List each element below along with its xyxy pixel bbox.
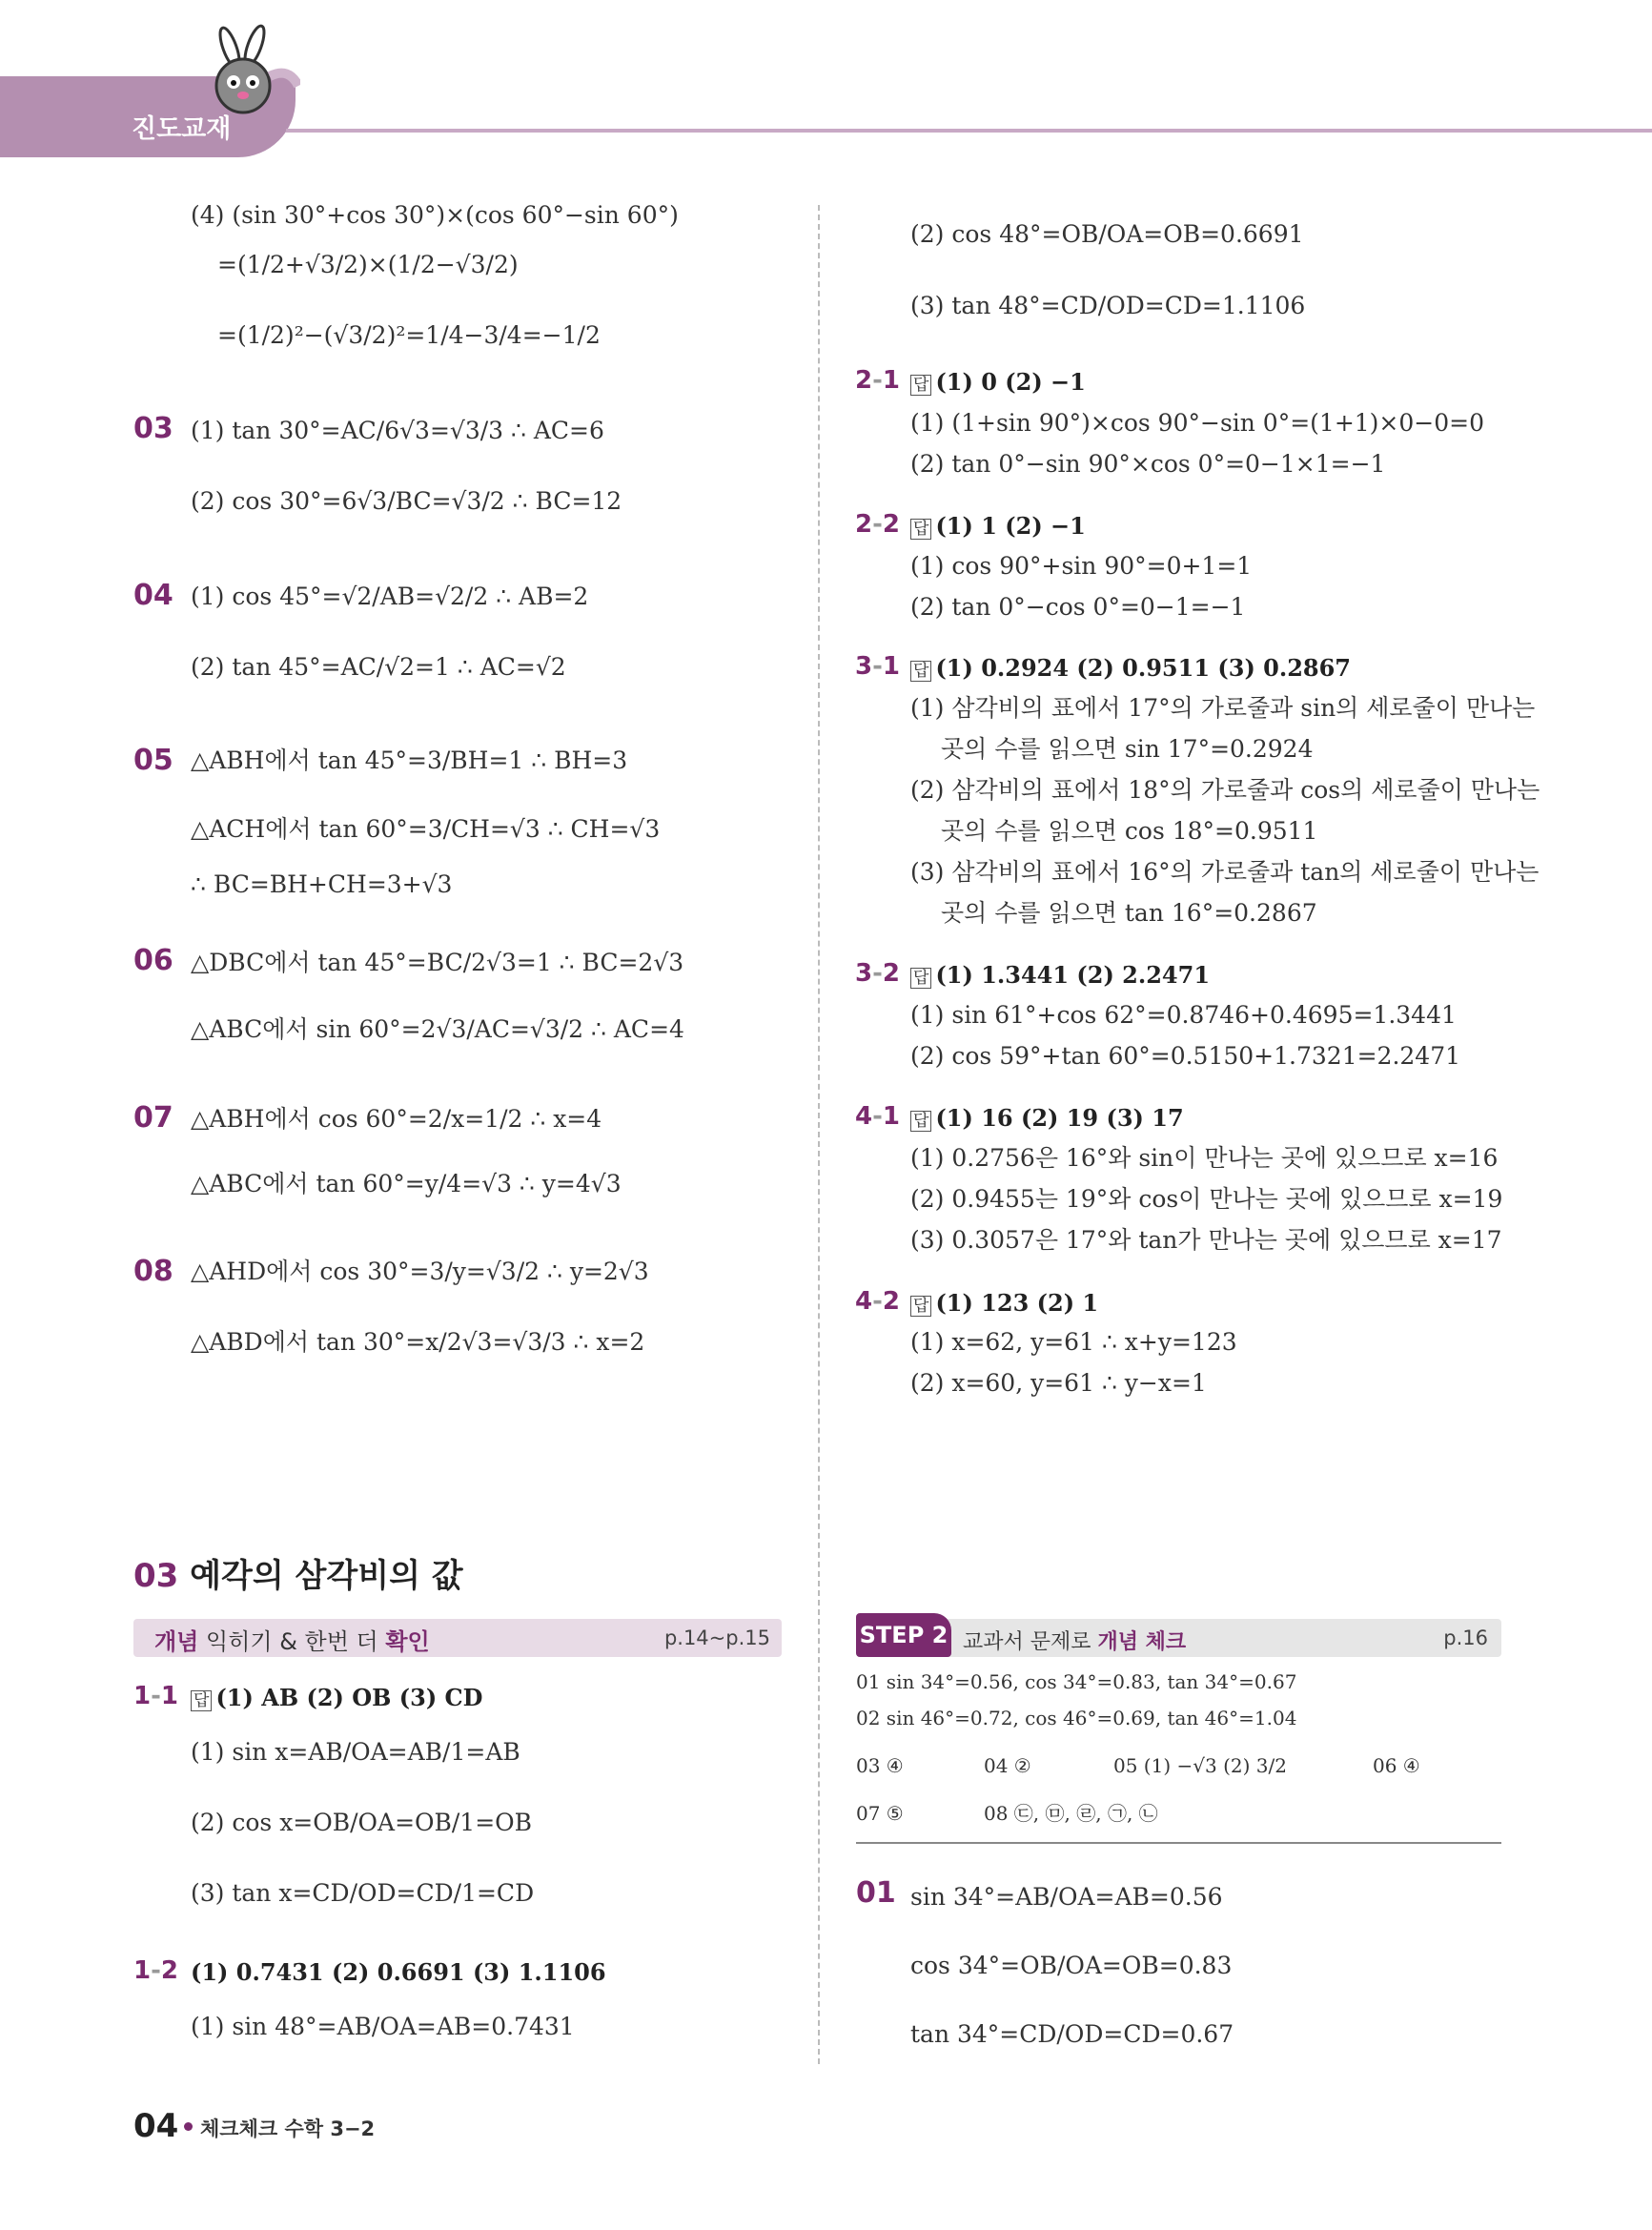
problem-number-4-2: 4-2 [855,1287,900,1316]
ans-04-line-1: (1) cos 45°=√2/AB=√2/2 ∴ AB=2 [191,583,589,610]
step-solution-01-line-2: cos 34°=OB/OA=OB=0.83 [910,1952,1233,1979]
ans-02-4-line-2: =(1/2+√3/2)×(1/2−√3/2) [217,251,519,278]
ans-3-1-line-5: (3) 삼각비의 표에서 16°의 가로줄과 tan의 세로줄이 만나는 [910,858,1540,886]
ans-3-1-line-4: 곳의 수를 읽으면 cos 18°=0.9511 [941,817,1318,845]
answer-4-2: 답 (1) 123 (2) 1 [910,1289,1098,1317]
problem-number-06: 06 [133,944,173,977]
ans-05-line-2: △ACH에서 tan 60°=3/CH=√3 ∴ CH=√3 [191,815,661,843]
column-divider [818,205,820,2064]
problem-number-03: 03 [133,412,173,445]
ans-4-2-line-1: (1) x=62, y=61 ∴ x+y=123 [910,1328,1237,1356]
concept-pages: p.14~p.15 [663,1626,770,1649]
answer-3-2: 답 (1) 1.3441 (2) 2.2471 [910,961,1210,989]
ans-06-line-1: △DBC에서 tan 45°=BC/2√3=1 ∴ BC=2√3 [191,949,684,976]
ans-3-1-line-3: (2) 삼각비의 표에서 18°의 가로줄과 cos의 세로줄이 만나는 [910,776,1540,804]
ans-4-1-line-3: (3) 0.3057은 17°와 tan가 만나는 곳에 있으므로 x=17 [910,1226,1502,1254]
ans-08-line-2: △ABD에서 tan 30°=x/2√3=√3/3 ∴ x=2 [191,1328,645,1356]
concept-banner-title: 개념 익히기 & 한번 더 확인 [154,1628,430,1655]
rabbit-mascot-icon [195,19,300,124]
problem-number-08: 08 [133,1255,173,1288]
ans-06-line-2: △ABC에서 sin 60°=2√3/AC=√3/2 ∴ AC=4 [191,1015,684,1043]
step-solution-01-line-3: tan 34°=CD/OD=CD=0.67 [910,2020,1234,2048]
ans-1-1-line-3: (3) tan x=CD/OD=CD/1=CD [191,1879,535,1907]
problem-number-2-2: 2-2 [855,510,900,539]
step-answer-01: 01 sin 34°=0.56, cos 34°=0.83, tan 34°=0.67 [856,1670,1297,1693]
step-answer-03: 03 ④ [856,1754,904,1777]
header-label: 진도교재 [132,114,232,144]
answer-1-2: (1) 0.7431 (2) 0.6691 (3) 1.1106 [191,1958,606,1986]
ans-03-line-1: (1) tan 30°=AC/6√3=√3/3 ∴ AC=6 [191,417,604,444]
step2-badge: STEP 2 [856,1613,951,1657]
ans-02-4-line-3: =(1/2)²−(√3/2)²=1/4−3/4=−1/2 [217,321,601,349]
book-title: 체크체크 수학 3−2 [200,2117,376,2140]
ans-1-2-3: (3) tan 48°=CD/OD=CD=1.1106 [910,292,1306,319]
concept-banner [133,1619,782,1657]
problem-number-07: 07 [133,1101,173,1135]
answer-2-2: 답 (1) 1 (2) −1 [910,512,1086,540]
ans-2-1-line-1: (1) (1+sin 90°)×cos 90°−sin 0°=(1+1)×0−0=0 [910,409,1484,437]
ans-1-2-2: (2) cos 48°=OB/OA=OB=0.6691 [910,220,1304,248]
ans-04-line-2: (2) tan 45°=AC/√2=1 ∴ AC=√2 [191,653,566,681]
ans-2-1-line-2: (2) tan 0°−sin 90°×cos 0°=0−1×1=−1 [910,450,1386,478]
ans-3-1-line-2: 곳의 수를 읽으면 sin 17°=0.2924 [941,735,1314,763]
step-answer-02: 02 sin 46°=0.72, cos 46°=0.69, tan 46°=1.04 [856,1707,1297,1729]
step-answer-05: 05 (1) −√3 (2) 3/2 [1113,1754,1287,1777]
answer-2-1: 답 (1) 0 (2) −1 [910,368,1086,396]
step-solution-01-line-1: sin 34°=AB/OA=AB=0.56 [910,1883,1223,1911]
problem-number-4-1: 4-1 [855,1102,900,1131]
step2-rule [856,1842,1501,1844]
ans-1-1-line-2: (2) cos x=OB/OA=OB/1=OB [191,1809,533,1836]
ans-3-1-line-1: (1) 삼각비의 표에서 17°의 가로줄과 sin의 세로줄이 만나는 [910,694,1536,722]
ans-4-1-line-1: (1) 0.2756은 16°와 sin이 만나는 곳에 있으므로 x=16 [910,1144,1499,1172]
problem-number-04: 04 [133,579,173,612]
answer-1-1: 답 (1) AB (2) OB (3) CD [191,1684,482,1711]
ans-02-4-line-1: (4) (sin 30°+cos 30°)×(cos 60°−sin 60°) [191,201,679,229]
answer-4-1: 답 (1) 16 (2) 19 (3) 17 [910,1104,1184,1132]
problem-number-2-1: 2-1 [855,366,900,395]
ans-1-2-line-1: (1) sin 48°=AB/OA=AB=0.7431 [191,2013,575,2040]
section-title: 03 예각의 삼각비의 값 [133,1557,463,1595]
problem-number-3-1: 3-1 [855,652,900,681]
step-answer-06: 06 ④ [1373,1754,1420,1777]
ans-2-2-line-1: (1) cos 90°+sin 90°=0+1=1 [910,552,1253,580]
ans-2-2-line-2: (2) tan 0°−cos 0°=0−1=−1 [910,593,1246,621]
answer-3-1: 답 (1) 0.2924 (2) 0.9511 (3) 0.2867 [910,654,1351,682]
ans-03-line-2: (2) cos 30°=6√3/BC=√3/2 ∴ BC=12 [191,487,622,515]
ans-07-line-2: △ABC에서 tan 60°=y/4=√3 ∴ y=4√3 [191,1170,622,1197]
ans-4-2-line-2: (2) x=60, y=61 ∴ y−x=1 [910,1369,1207,1397]
ans-05-line-1: △ABH에서 tan 45°=3/BH=1 ∴ BH=3 [191,747,628,774]
problem-number-1-2: 1-2 [133,1956,178,1985]
ans-3-2-line-1: (1) sin 61°+cos 62°=0.8746+0.4695=1.3441 [910,1001,1457,1029]
step2-pages: p.16 [1443,1626,1488,1649]
page-number: 04 [133,2107,179,2145]
ans-08-line-1: △AHD에서 cos 30°=3/y=√3/2 ∴ y=2√3 [191,1258,649,1285]
problem-number-3-2: 3-2 [855,959,900,988]
step2-banner [856,1619,1501,1657]
step-answer-08: 08 ㉢, ㉤, ㉣, ㉠, ㉡ [984,1802,1158,1825]
ans-3-1-line-6: 곳의 수를 읽으면 tan 16°=0.2867 [941,899,1317,927]
problem-number-05: 05 [133,744,173,777]
problem-number-1-1: 1-1 [133,1682,178,1710]
ans-4-1-line-2: (2) 0.9455는 19°와 cos이 만나는 곳에 있으므로 x=19 [910,1185,1503,1213]
header-rule [286,129,1652,133]
ans-07-line-1: △ABH에서 cos 60°=2/x=1/2 ∴ x=4 [191,1105,602,1133]
footer-bullet [184,2122,193,2131]
step-answer-07: 07 ⑤ [856,1802,904,1825]
step-answer-04: 04 ② [984,1754,1031,1777]
ans-05-line-3: ∴ BC=BH+CH=3+√3 [191,870,453,898]
step-solution-number-01: 01 [856,1876,896,1910]
step2-title: 교과서 문제로 개념 체크 [963,1630,1187,1654]
ans-1-1-line-1: (1) sin x=AB/OA=AB/1=AB [191,1738,520,1766]
ans-3-2-line-2: (2) cos 59°+tan 60°=0.5150+1.7321=2.2471 [910,1042,1461,1070]
